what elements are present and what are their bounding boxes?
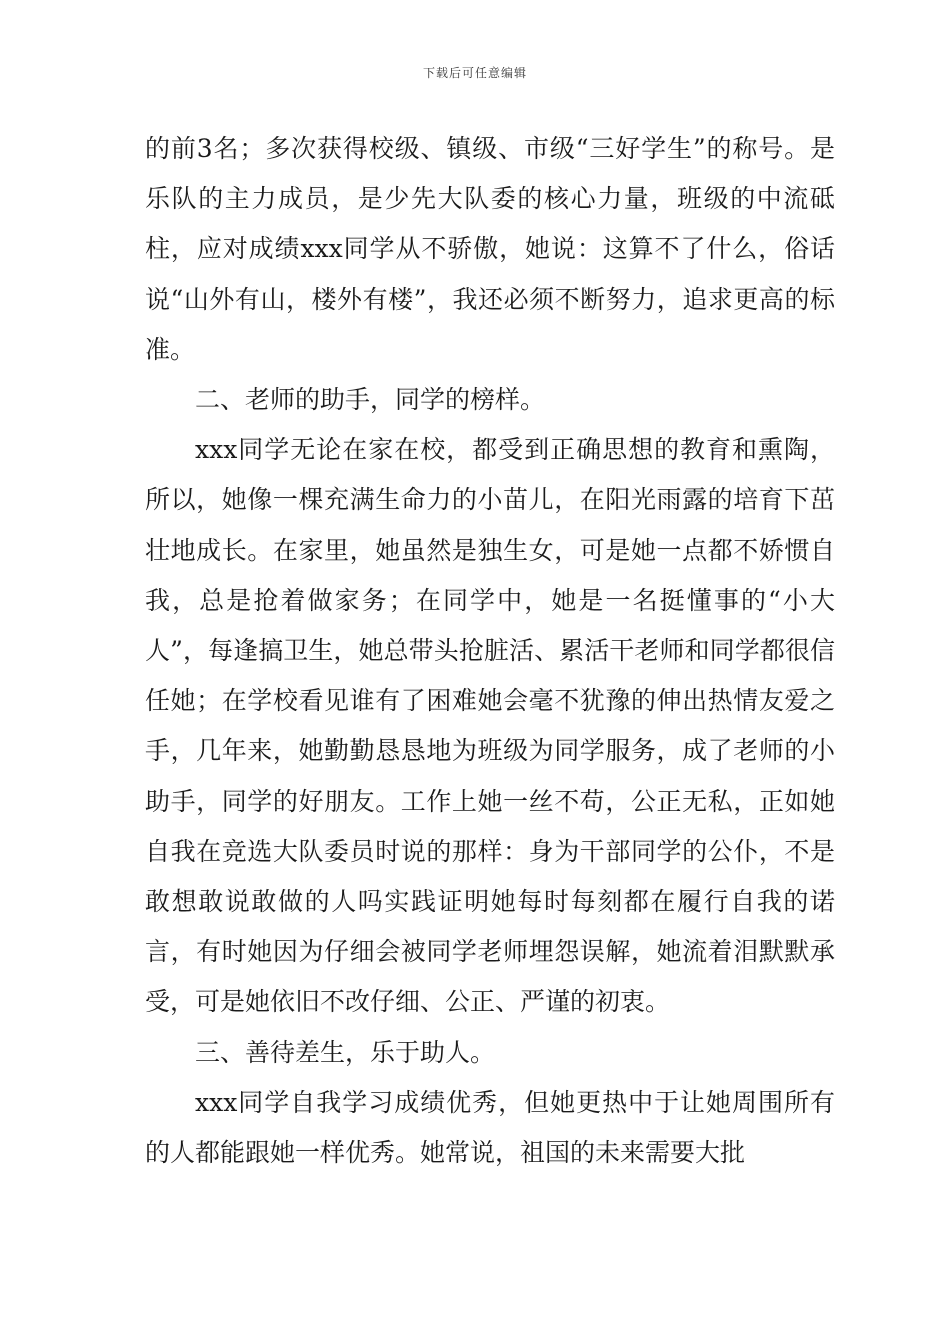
- paragraph-1: 的前3名；多次获得校级、镇级、市级“三好学生”的称号。是乐队的主力成员，是少先大队委的核心力量，班级的中流砥柱，应对成绩xxx同学从不骄傲，她说：这算不了什么，俗话说“山外有山，楼外有楼”，我还必须不断努力，追求更高的标准。: [145, 134, 835, 364]
- section-heading-3: 三、善待差生，乐于助人。: [195, 1037, 496, 1067]
- paragraph-3: xxx同学无论在家在校，都受到正确思想的教育和熏陶，所以，她像一棵充满生命力的小苗儿，在阳光雨露的培育下茁壮地成长。在家里，她虽然是独生女，可是她一点都不娇惯自我，总是抢着做家务；在同学中，她是一名挺懂事的“小大人”，每逢搞卫生，她总带头抢脏活、累活干老师和同学都很信任她；在学校看见谁有了困难她会毫不犹豫的伸出热情友爱之手，几年来，她勤勤恳恳地为班级为同学服务，成了老师的小助手，同学的好朋友。工作上她一丝不苟，公正无私，正如她自我在竞选大队委员时说的那样：身为干部同学的公仆，不是敢想敢说敢做的人吗实践证明她每时每刻都在履行自我的诺言，有时她因为仔细会被同学老师埋怨误解，她流着泪默默承受，可是她依旧不改仔细、公正、严谨的初衷。: [145, 435, 835, 1017]
- section-heading-2: 二、老师的助手，同学的榜样。: [195, 385, 546, 415]
- paragraph-5: xxx同学自我学习成绩优秀，但她更热中于让她周围所有的人都能跟她一样优秀。她常说，祖国的未来需要大批: [145, 1087, 835, 1168]
- document-body: [145, 124, 835, 1178]
- page-header: 下载后可任意编辑: [422, 66, 527, 80]
